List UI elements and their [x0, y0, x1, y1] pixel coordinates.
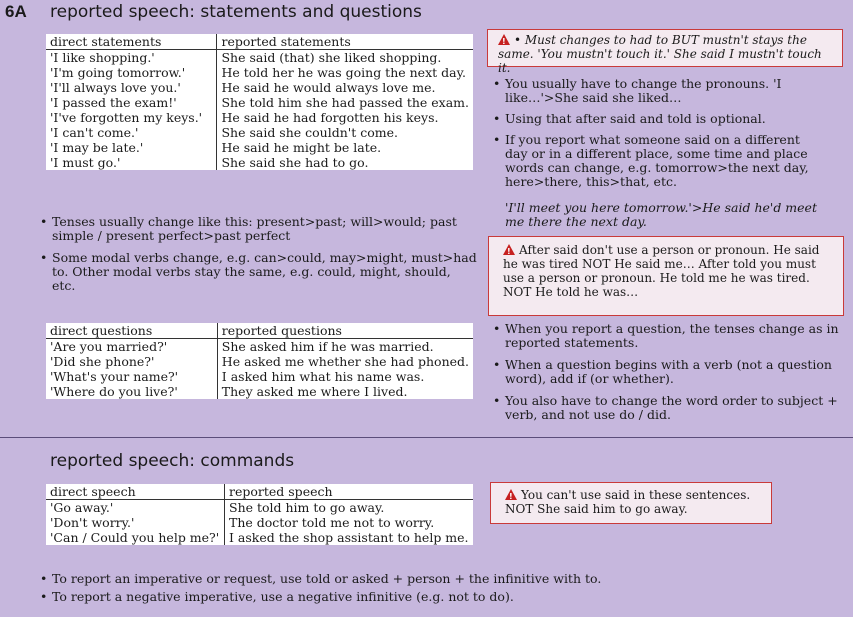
question-tense-note-text: When you report a question, the tenses change as in reported statements.	[505, 321, 839, 350]
direct-cell: 'I may be late.'	[46, 140, 217, 155]
questions-table	[46, 323, 473, 399]
commands-warning-text: You can't use said in these sentences. NOT She said him to go away.	[505, 488, 751, 516]
direct-cell: 'I'm going tomorrow.'	[46, 65, 217, 80]
reported-cell: She said she had to go.	[221, 155, 369, 170]
negative-imperative-note-text: To report a negative imperative, use a negative infinitive (e.g. not to do).	[52, 589, 514, 604]
direct-cell: 'I can't come.'	[46, 125, 217, 140]
warning-icon	[505, 489, 517, 500]
table-row	[46, 80, 473, 95]
reported-cell: He told her he was going the next day.	[221, 65, 466, 80]
tense-note-1-text: Tenses usually change like this: present>past; will>would; past simple / present perfect>past perfect	[52, 214, 457, 243]
reported-cell: He asked me whether she had phoned.	[221, 354, 469, 369]
commands-title: reported speech: commands	[50, 451, 295, 471]
direct-cell: 'Don't worry.'	[46, 515, 225, 530]
warning-icon	[498, 34, 510, 45]
time-place-note-text: If you report what someone said on a different day or in a different place, some time and place words can change, e.g. tomorrow>the next day, here>there, this>that, etc.	[505, 132, 809, 189]
direct-cell: 'Are you married?'	[46, 339, 217, 355]
question-tense-note: • When you report a question, the tenses change as in reported statements.	[493, 321, 839, 350]
reported-cell: She said (that) she liked shopping.	[221, 50, 442, 65]
that-note: • Using that after said and told is optional.	[493, 111, 766, 126]
warning-icon	[503, 244, 515, 255]
reported-cell: He said he had forgotten his keys.	[221, 110, 439, 125]
direct-cell: 'Did she phone?'	[46, 354, 217, 369]
direct-cell: 'I passed the exam!'	[46, 95, 217, 110]
section-title: reported speech: statements and questions	[50, 2, 422, 22]
reported-cell: I asked him what his name was.	[221, 369, 425, 384]
if-whether-note: • When a question begins with a verb (not a question word), add if (or whether).	[493, 357, 832, 386]
must-warning-box	[487, 29, 843, 75]
direct-cell: 'What's your name?'	[46, 369, 217, 384]
header-reported-questions: reported questions	[217, 323, 473, 339]
header-direct-statements: direct statements	[46, 34, 217, 50]
unit-label: 6A	[5, 2, 27, 21]
direct-cell: 'Go away.'	[46, 500, 225, 516]
table-row	[46, 140, 473, 155]
tense-note-1: • Tenses usually change like this: present>past; will>would; past simple / present perfect>past perfect	[40, 214, 457, 243]
tense-note-2-text: Some modal verbs change, e.g. can>could, may>might, must>had to. Other modal verbs stay the same, e.g. could, might, should, etc.	[52, 250, 477, 293]
table-row	[46, 95, 473, 110]
table-row	[46, 369, 473, 384]
statements-table	[46, 34, 473, 170]
direct-cell: 'Where do you live?'	[46, 384, 217, 399]
table-row	[46, 384, 473, 399]
table-row	[46, 125, 473, 140]
table-row	[46, 339, 473, 355]
reported-cell: She asked him if he was married.	[221, 339, 434, 354]
table-row	[46, 65, 473, 80]
must-warning-text: • Must changes to had to BUT mustn't stays the same. 'You mustn't touch it.' She said I mustn't touch it.	[498, 33, 822, 75]
reported-cell: The doctor told me not to worry.	[229, 515, 435, 530]
section-divider	[0, 437, 853, 438]
table-row	[46, 530, 473, 545]
if-whether-note-text: When a question begins with a verb (not a question word), add if (or whether).	[505, 357, 832, 386]
table-row	[46, 110, 473, 125]
table-row	[46, 50, 473, 66]
direct-cell: 'Can / Could you help me?'	[46, 530, 225, 545]
reported-cell: I asked the shop assistant to help me.	[229, 530, 469, 545]
direct-cell: 'I'll always love you.'	[46, 80, 217, 95]
table-row	[46, 354, 473, 369]
that-note-text: Using that after said and told is optional.	[505, 111, 766, 126]
header-direct-speech: direct speech	[46, 484, 225, 500]
reported-cell: She said she couldn't come.	[221, 125, 398, 140]
table-row	[46, 155, 473, 170]
header-reported-speech: reported speech	[225, 484, 474, 500]
reported-cell: He said he would always love me.	[221, 80, 436, 95]
table-row	[46, 500, 473, 516]
word-order-note-text: You also have to change the word order to subject + verb, and not use do / did.	[505, 393, 838, 422]
reported-cell: They asked me where I lived.	[221, 384, 408, 399]
time-place-example: 'I'll meet you here tomorrow.'>He said he'd meet me there the next day.	[505, 200, 817, 229]
header-direct-questions: direct questions	[46, 323, 217, 339]
said-told-warning-box	[488, 236, 844, 316]
commands-warning-box	[490, 482, 772, 524]
reported-cell: She told him to go away.	[229, 500, 385, 515]
time-place-note: • If you report what someone said on a different day or in a different place, some time and place words can change, e.g. tomorrow>the next day, here>there, this>that, etc.	[493, 132, 809, 189]
commands-table	[46, 484, 473, 545]
direct-cell: 'I like shopping.'	[46, 50, 217, 66]
imperative-note-text: To report an imperative or request, use told or asked + person + the infinitive with to.	[52, 571, 602, 586]
word-order-note: • You also have to change the word order to subject + verb, and not use do / did.	[493, 393, 838, 422]
imperative-note: • To report an imperative or request, use told or asked + person + the infinitive with to.	[40, 571, 602, 586]
negative-imperative-note: • To report a negative imperative, use a negative infinitive (e.g. not to do).	[40, 589, 514, 604]
reported-cell: She told him she had passed the exam.	[221, 95, 469, 110]
pronoun-note: • You usually have to change the pronouns. 'I like…'>She said she liked…	[493, 76, 782, 105]
tense-note-2: • Some modal verbs change, e.g. can>could, may>might, must>had to. Other modal verbs stay the same, e.g. could, might, should, etc.	[40, 250, 477, 293]
direct-cell: 'I've forgotten my keys.'	[46, 110, 217, 125]
reported-cell: He said he might be late.	[221, 140, 382, 155]
pronoun-note-text: You usually have to change the pronouns. 'I like…'>She said she liked…	[505, 76, 782, 105]
said-told-warning-text: After said don't use a person or pronoun. He said he was tired NOT He said me… After told you must use a person or pronoun. He told me he was tired. NOT He told he was…	[503, 243, 820, 299]
direct-cell: 'I must go.'	[46, 155, 217, 170]
table-row	[46, 515, 473, 530]
header-reported-statements: reported statements	[217, 34, 473, 50]
